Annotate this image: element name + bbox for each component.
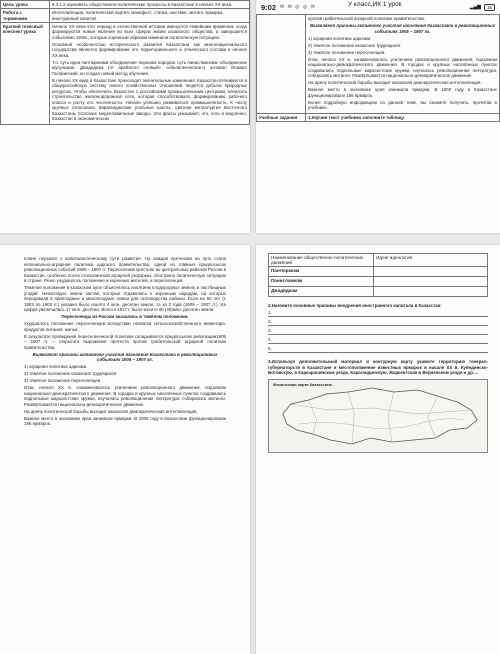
answer-line[interactable]: 3.	[268, 328, 488, 335]
signal-icon: ▂▄▆	[469, 4, 481, 10]
answer-lines	[268, 310, 488, 353]
paragraph: Основной особенностью исторического развития Казахстана как многонационального государства является формирование его территориального и этнического состава в начале XX века.	[52, 41, 247, 58]
row-text: 8.3.1.2 оценивать общественно-политические процессы в Казахстане в начале XX века.	[50, 1, 250, 9]
answer-cell[interactable]	[374, 267, 488, 277]
paragraph: Выявляют причины активного участия населения Казахстана в революционных событиях 1905 – 1907 гг.	[310, 23, 495, 34]
notification-icons: ✉ ✉ ◎ ◎ ✉	[280, 4, 316, 10]
document-page-1	[0, 0, 250, 233]
column-header: Наименование общественно-политических движений	[269, 254, 374, 267]
table-row	[269, 277, 488, 287]
list-item: 3) тяжёлое положение переселенцев.	[24, 378, 102, 383]
paragraph: На арену политической борьбы выходит казахская демократическая интеллигенция.	[24, 408, 198, 414]
task-3: 3.Используя дополнительный материал и контурную карту укажите территорию генерал-губернаторств в Казахстане и местоположение известных ярмарок в начале XX в. Куяндинско-Ботовскую, в Каркаралинском уезде, Карагандинскую, Жаркентская в Верненском уезде и др.…	[268, 359, 488, 375]
page-body	[256, 245, 500, 457]
row-heading: Учебные задания	[257, 114, 306, 122]
answer-line[interactable]: 1.	[268, 310, 488, 317]
paragraph: Переселенцы из России оказались в тяжёлом положении.	[61, 314, 189, 319]
list-item: 2) тяжёлое положение казахских трудящихся	[308, 42, 401, 48]
document-page-3	[0, 245, 250, 654]
paragraph: против грабительской аграрной политики правительства.	[308, 16, 426, 21]
table-row	[1, 1, 250, 9]
table-row	[269, 267, 488, 277]
lesson-table	[0, 0, 250, 125]
page-body	[0, 245, 250, 432]
movement-name: Панисламизм	[269, 277, 374, 287]
content-cell	[306, 15, 500, 114]
status-right	[470, 4, 495, 11]
task-2: 2.Назовите основные причины внедрения иностранного капитала в Казахстан:	[268, 303, 442, 308]
paragraph: Итак, начало XX в. ознаменовалось усилением революционного движения, подъёмом национально-демократического движения. В городах и крупных населённых пунктах создавались подпольные марксистские кружки, изучалась революционная литература, собирались митинги. Развёртывается национально-демократическое движение.	[24, 385, 226, 407]
row-text: Интеллигенция, политическая партия, манифест, стачка, шествие, митинг, ярмарка, иностранный капитал.	[50, 9, 250, 23]
kazakhstan-outline-icon	[269, 380, 487, 452]
paragraph: Итак, начало XX в. ознаменовалось усилением революционного движения, подъёмом национально-демократического движения. В городах и крупных населённых пунктах создавались подпольные марксистские кружки, изучалась революционная литература, собирались митинги. Развёртывается национально-демократическое движение.	[308, 56, 497, 78]
table-row	[1, 22, 250, 125]
list-item: 1) аграрная политика царизма	[24, 364, 87, 369]
paragraph: Более подробную информацию по данной теме, вы сможете получить, прочитав в учебнике.	[308, 99, 497, 110]
lesson-table	[256, 14, 500, 122]
battery-icon: 16	[484, 4, 495, 11]
answer-line[interactable]: 4.	[268, 337, 488, 344]
paragraph: Тяжёлое положение в казахском ауле объяснялось изъятием плодородных земель и пастбищных угодий. Ненаглядно земли застав, которые отдавались к коренным народам, на которых передавали в приплодные и малоплодные земли для скотоводства районы. Если на 50 лет (с 1853 по 1903 гг.) указано было изъято 4 млн. десятин земли, то за 2 года (1906 – 1907 гг.) эта цифра увеличилась 17 млн. десятин. Всего к 1917 г. было изъято 40 (45)млн. десятин земли.	[24, 285, 226, 312]
paragraph: Начало XX века-этот период в отечественной истории именуется Новейшим временем, когда формируются новые явления во всех сферах жизни казахского общества, а завершается событиями 1945г., которые коренным образом изменили политическую ситуацию.	[52, 23, 247, 40]
paragraph: В начале XX века в Казахстане происходят значительные изменения. Казахстан втягивается в общероссийскую систему нового хозяйственных отношений. Ведётся добыча природных ресурсов. Чтобы обеспечить Казахстан с российскими промышленными центрами, началось строительство железнодорожной сети, которая способствовало формированию рабочего класса и росту его численности. Начали успешно развиваться промышленность. К числу крупных относились Карагандинские угольные шахты, цветная металлургия Восточного Казахстана, Спасские медеплавильные заводы. Эти факты указывают, что, хоть и медленно, Казахстан в экономическом	[52, 77, 247, 122]
paragraph: Важное место в экономике края занимали ярмарки. В 1900 году в Казахстане функционировали 186 ярмарок.	[308, 87, 497, 98]
row-heading: Цель урока	[1, 1, 50, 9]
table-header-row	[269, 254, 488, 267]
movement-name: Джадидизм	[269, 287, 374, 297]
paragraph: В результате проведения переселенческой политики складывается предпосылки революции1905 – 1907 гг. – открытого выражения протеста против грабительской аграрной политики правительства.	[24, 333, 226, 350]
movement-name: Пантюркизм	[269, 267, 374, 277]
row-heading	[257, 15, 306, 114]
list-item: 3) тяжёлое положение переселенцев.	[308, 49, 386, 55]
row-heading: Краткий тезисный конспект урока	[1, 22, 50, 125]
row-text: 1.Изучив текст учебника заполните таблицу.	[306, 114, 500, 122]
table-row	[257, 15, 500, 114]
summary-cell	[50, 22, 250, 125]
paragraph: Важное место в экономике края занимали ярмарки. В 1900 году в Казахстане функционировали 186 ярмарок.	[24, 415, 226, 426]
paragraph: Выявляют причины активного участия населения Казахстана в революционных событиях 1905 – 1907 гг.	[32, 351, 218, 362]
contour-map	[268, 379, 488, 453]
movements-table	[268, 253, 488, 297]
table-row	[1, 9, 250, 23]
map-title: Физическая карта Казахстана	[273, 381, 332, 387]
table-row	[269, 287, 488, 297]
list-item: 2) тяжёлое положение казахских трудящихся	[24, 371, 117, 376]
document-page-4	[256, 245, 500, 654]
paragraph: Ухудшилось положение переселенцев вследствие нехватки сельскохозяйственного инвентаря, продуктов питания, жилья.	[24, 321, 226, 332]
list-item: 1) аграрная политика царизма	[308, 35, 371, 41]
column-header: Идеи/ идеология	[374, 254, 488, 267]
status-time: 9:02	[261, 2, 277, 12]
paragraph: плане перешёл к капиталистическому пути развития. Но каждая претензия на путь стала колониально-аграрная политика царского правительства, одной из главных предпосылок революционных событий 1905 – 1907 гг. Переселение крестьян во центральных районов России в Казахстан, особенно после столыпинской аграрной реформы, обострило политическую ситуацию в стране. Резко ухудшилось положение и коренных жителей, и переселенцев.	[24, 256, 226, 283]
table-row	[257, 114, 500, 122]
answer-line[interactable]: 2.	[268, 319, 488, 326]
row-heading: Работа с терминами	[1, 9, 50, 23]
document-page-2	[256, 0, 500, 233]
paragraph: Т.о. суть идеи пантюркизма-объединение тюркских народов, суть панисламизма- объединение мусульман. Джадидизм (от арабского «новый» «обновленческое») основал Исмаил Гаспринский, он создал новый метод обучения.	[52, 59, 247, 76]
answer-cell[interactable]	[374, 277, 488, 287]
answer-line[interactable]: 5.	[268, 346, 488, 353]
page-title: У класс,ИК 1 урок	[348, 1, 402, 8]
answer-cell[interactable]	[374, 287, 488, 297]
paragraph: На арену политической борьбы выходит казахская демократическая интеллигенция.	[308, 80, 482, 85]
